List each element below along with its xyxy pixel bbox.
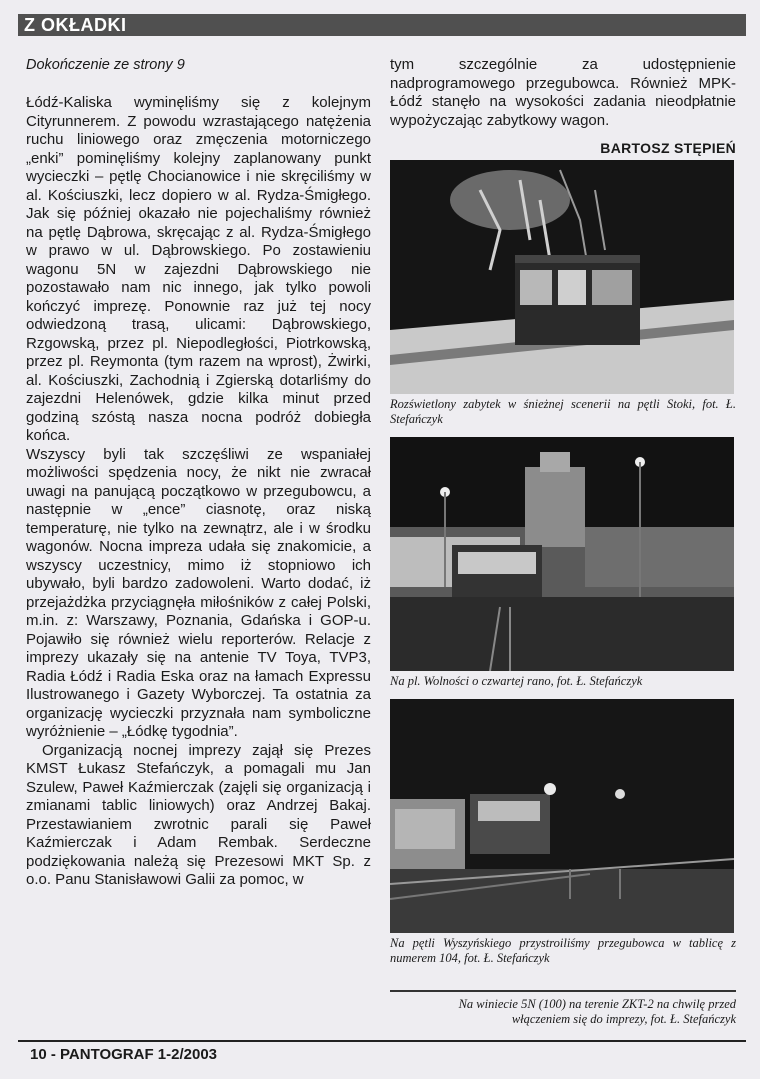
paragraph-3: Organizacją nocnej imprezy zajął się Prezes KMST Łukasz Stefańczyk, a pomagali mu Jan Szulew, Paweł Kaźmierczak (zajęli się organizacją i zmianami tablic liniowych) oraz Andrzej Bakaj. Przestawianiem zwrotnic parali się Paweł Kaźmierczak i Adam Rembak. Serdeczne podziękowania należą się Prezesowi MKT Sp. z o.o. Panu Stanisławowi Galii za pomoc, w bbox=[26, 741, 371, 888]
photo-stoki-image bbox=[390, 160, 734, 394]
caption-divider bbox=[390, 990, 736, 992]
photo-wyszynskiego bbox=[390, 699, 734, 933]
paragraph-1: Łódź-Kaliska wyminęliśmy się z kolejnym Cityrunnerem. Z powodu wzrastającego natężenia ruchu liniowego oraz zmęczenia motorniczego „enki” pominęliśmy kolejny zaplanowany punkt wycieczki – pętlę Chocianowice i nie skręciliśmy w al. Kościuszki, lecz dopiero w al. Rydza-Śmigłego. Jak się później okazało nie pojechaliśmy również na pętlę Dąbrowa, skręcając z al. Rydza-Śmigłego w prawo w ul. Dąbrowskiego. Po zostawieniu wagonu 5N w zajezdni Dąbrowskiego nie pozostawało nam nic innego, jak tylko powoli kończyć imprezę. Ponownie raz już tej nocy odwiedzoną trasą, ulicami: Dąbrowskiego, Rzgowską, przez pl. Niepodległości, Piotrkowską, przez pl. Reymonta (tym razem na wprost), Żwirki, al. Kościuszki, Zachodnią i Zgierską dotarliśmy do zajezdni Helenówek, gdzie kilka minut przed godziną szóstą nasza nocna podróż dobiegła końca. bbox=[26, 94, 371, 444]
photo-wolnosci-caption: Na pl. Wolności o czwartej rano, fot. Ł. Stefańczyk bbox=[390, 674, 643, 688]
page-footer: 10 - PANTOGRAF 1-2/2003 bbox=[30, 1046, 218, 1063]
paragraph-right: tym szczególnie za udostępnienie nadprogramowego przegubowca. Również MPK-Łódź stanęło na wysokości zadania nieodpłatnie wypożyczając zabytkowy wagon. bbox=[390, 56, 736, 129]
left-column bbox=[26, 56, 371, 890]
cover-caption: Na winiecie 5N (100) na terenie ZKT-2 na chwilę przed włączeniem się do imprezy, fot. Ł. Stefańczyk bbox=[458, 997, 736, 1026]
photo-stoki bbox=[390, 160, 734, 394]
photo-wolnosci bbox=[390, 437, 734, 671]
photo-wyszynskiego-image bbox=[390, 699, 734, 933]
photo-wyszynskiego-caption: Na pętli Wyszyńskiego przystroiliśmy przegubowca w tablicę z numerem 104, fot. Ł. Stefańczyk bbox=[390, 936, 736, 965]
right-column bbox=[390, 56, 736, 966]
footer-rule bbox=[18, 1040, 746, 1042]
photo-stoki-caption: Rozświetlony zabytek w śnieżnej scenerii na pętli Stoki, fot. Ł. Stefańczyk bbox=[390, 397, 736, 426]
section-header bbox=[18, 14, 746, 36]
paragraph-2: Wszyscy byli tak szczęśliwi ze wspaniałej możliwości spędzenia nocy, że nikt nie zwracał uwagi na panującą początkowo w przegubowcu, a następnie w „ence” ciasnotę, oraz niską temperaturę, nie tylko na zewnątrz, ale i w środku wagonów. Nocna impreza udała się znakomicie, a wszyscy uczestnicy, mimo iż stopniowo ich ubywało, byli bardzo zadowoleni. Warto dodać, iż przejażdżka przyciągnęła miłośników z całej Polski, m.in. z: Warszawy, Poznania, Gdańska i GOP-u. Pojawiło się również wielu reporterów. Relacje z imprezy ukazały się na antenie TV Toya, TVP3, Radia Łódź i Radia Eska oraz na łamach Expressu Ilustrowanego i Gazety Wyborczej. Ta ostatnia za organizację wycieczki przyznała nam symboliczne wyróżnienie – „Łódkę tygodnia”. bbox=[26, 445, 371, 740]
section-title: Z OKŁADKI bbox=[24, 15, 127, 35]
photo-wolnosci-image bbox=[390, 437, 734, 671]
continuation-note: Dokończenie ze strony 9 bbox=[26, 57, 185, 73]
author-name: BARTOSZ STĘPIEŃ bbox=[600, 140, 736, 156]
